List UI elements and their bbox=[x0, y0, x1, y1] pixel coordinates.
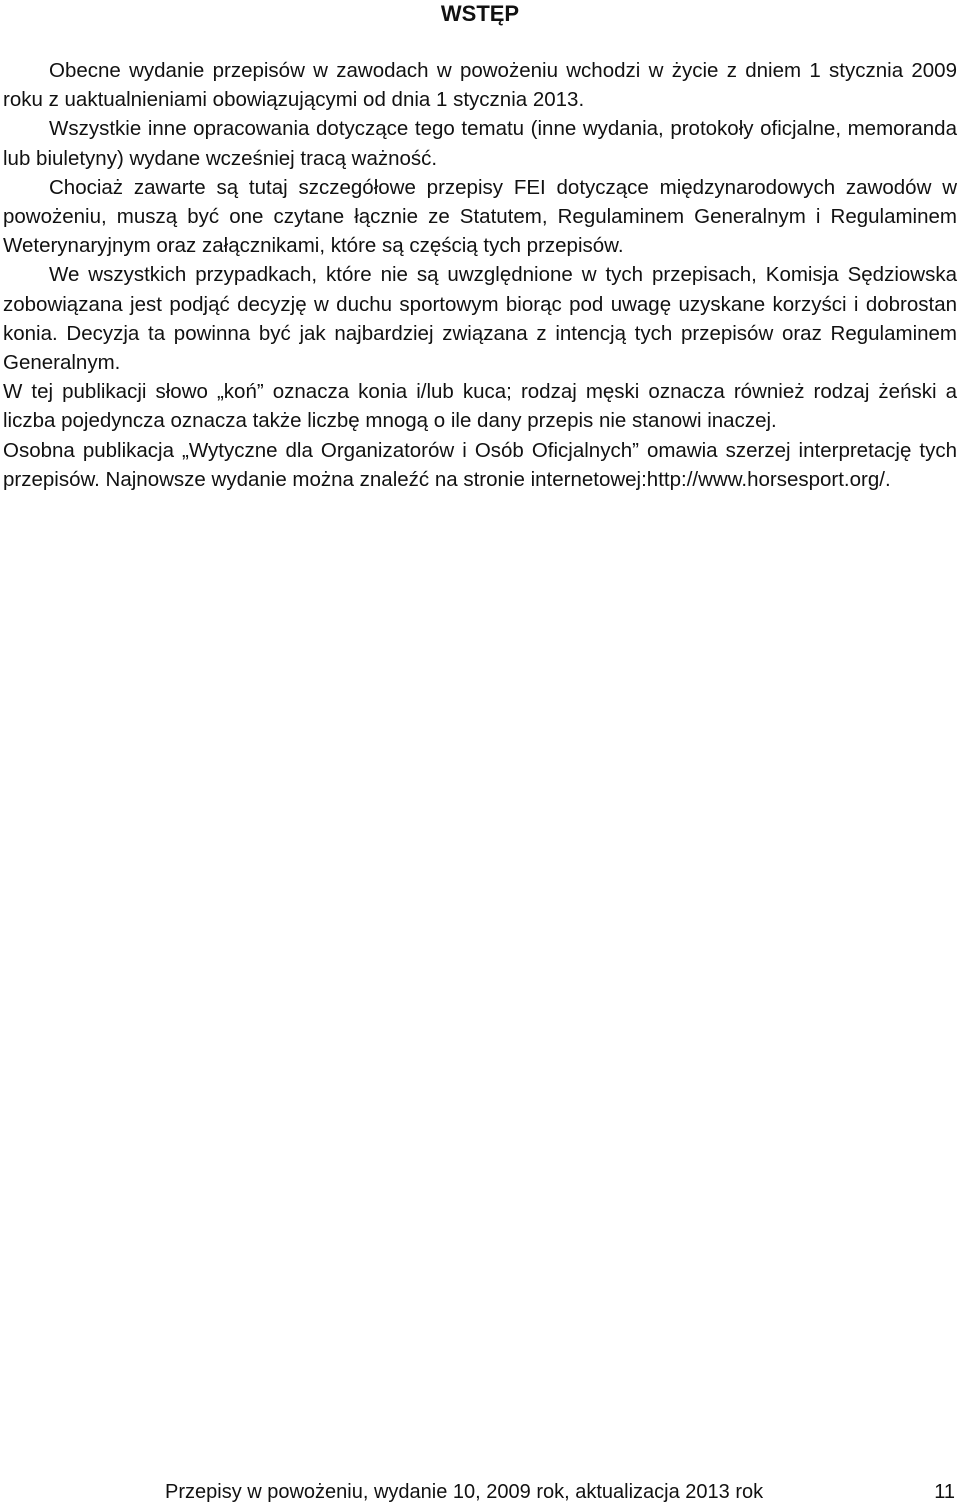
page-number: 11 bbox=[934, 1481, 955, 1503]
paragraph-effective-date: Obecne wydanie przepisów w zawodach w powożeniu wchodzi w życie z dniem 1 stycznia 2009 roku z uaktualnieniami obowiązującymi od dnia 1 stycznia 2013. bbox=[3, 59, 957, 112]
document-body bbox=[3, 56, 957, 494]
paragraph-related-regulations: Chociaż zawarte są tutaj szczegółowe przepisy FEI dotyczące międzynarodowych zawodów w powożeniu, muszą być one czytane łącznie ze Statutem, Regulaminem Generalnym i Regulaminem Weterynaryjnym oraz załącznikami, które są częścią tych przepisów. bbox=[3, 175, 957, 258]
paragraph-guidelines: Osobna publikacja „Wytyczne dla Organizatorów i Osób Oficjalnych” omawia szerzej interpretację tych przepisów. Najnowsze wydanie można znaleźć na stronie internetowej:http://www.horsesport.org/. bbox=[3, 438, 957, 491]
paragraph-unforeseen-cases: We wszystkich przypadkach, które nie są uwzględnione w tych przepisach, Komisja Sędziowska zobowiązana jest podjąć decyzję w duchu sportowym biorąc pod uwagę uzyskane korzyści i dobrostan konia. Decyzja ta powinna być jak najbardziej związana z intencją tych przepisów oraz Regulaminem Generalnym. bbox=[3, 263, 957, 375]
paragraph-definitions: W tej publikacji słowo „koń” oznacza konia i/lub kuca; rodzaj męski oznacza również rodzaj żeński a liczba pojedyncza oznacza także liczbę mnogą o ile dany przepis nie stanowi inaczej. bbox=[3, 380, 957, 433]
footer-text: Przepisy w powożeniu, wydanie 10, 2009 rok, aktualizacja 2013 rok bbox=[165, 1481, 764, 1503]
paragraph-previous-editions: Wszystkie inne opracowania dotyczące tego tematu (inne wydania, protokoły oficjalne, memoranda lub biuletyny) wydane wcześniej tracą ważność. bbox=[3, 117, 957, 170]
page-title: WSTĘP bbox=[440, 1, 520, 26]
